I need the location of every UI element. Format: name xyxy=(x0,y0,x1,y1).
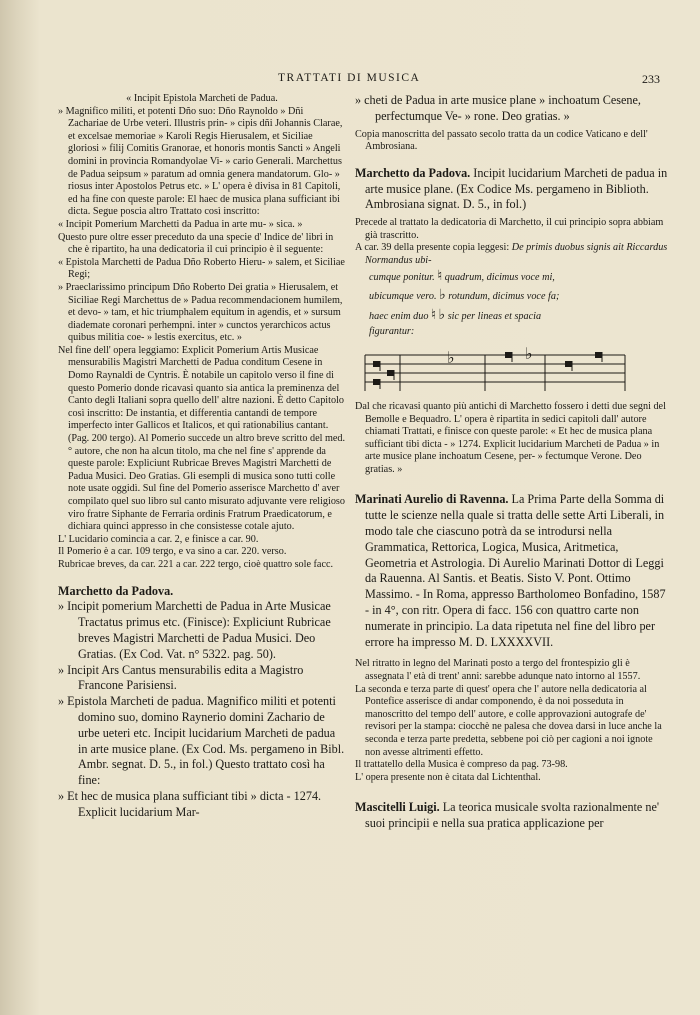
page-header xyxy=(60,72,664,94)
entry-text: La Prima Parte della Somma di tutte le scienze nella quale si tratta delle sette Arti Liberali, in modo tale che ciascuno potrà da se introdursi nella Grammatica, Rettorica, Logica, Musica, Aritmetica, Geometria et Astrologia. Di Aurelio Marinati Dottor di Leggi da Rauenna. Al Santis. et Beatis. Sisto V. Pont. Ottimo Massimo. - In Roma, appresso Bartholomeo Bonfadino, 1587 - in 4°, con ritr. Opera di facc. 156 con quattro carte non numerate in principio. La data ripetuta nel fine del libro per errore ha impresso M. D. LXXXXVII. xyxy=(365,492,666,649)
entry-heading: Marchetto da Padova. xyxy=(58,583,174,598)
music-staff-figure xyxy=(355,345,645,397)
quotation: haec enim duo xyxy=(369,310,429,322)
paragraph: « Epistola Marchetti de Padua Dño Roberto Hieru- » salem, et Siciliae Regi; xyxy=(58,256,345,281)
paragraph: « Incipit Pomerium Marchetti da Padua in arte mu- » sica. » xyxy=(58,218,303,230)
quotation-line xyxy=(355,268,668,285)
entry-heading: Marinati Aurelio di Ravenna. xyxy=(355,492,509,507)
paragraph: Il Pomerio è a car. 109 tergo, e va sino a car. 220. verso. xyxy=(58,546,287,558)
svg-text:♭: ♭ xyxy=(525,344,533,363)
paragraph xyxy=(355,242,668,267)
quotation: quadrum, dicimus voce mi, xyxy=(444,271,555,283)
quotation: De primis duobus signis ait Riccardus Normandus ubi- xyxy=(365,242,668,266)
entry xyxy=(355,800,668,832)
flat-sign-icon: ♭ xyxy=(438,307,446,323)
entry xyxy=(355,166,668,213)
paragraph: L' opera presente non è citata dal Lichtenthal. xyxy=(355,771,541,783)
quotation-line xyxy=(355,307,668,324)
paragraph: Questo pure oltre esser preceduto da una specie d' Indice de' libri in che è ripartito, ha una dedicatoria il cui principio è il seguente: xyxy=(58,231,334,256)
quotation: rotundum, dicimus voce fa; xyxy=(448,291,560,303)
paragraph: Nel fine dell' opera leggiamo: Explicit Pomerium Artis Musicae mensurabilis Magistri Marchetti de Padua conditum Cesene in Domo Raynaldi de Cyntris. È notabile un capitolo verso il fine di questo Pomerio donde ricavasi quanto sia antica la preminenza del Canto degli Italiani sopra quello dell' altre nazioni. È detto Capitolo così inscritto: De instantia, et differentia cantandi de tempore imperfecto inter Gallicos et Italicos, et qui rationabilius cantant. (Pag. 200 tergo). Al Pomerio succede un altro breve scritto del med.° autore, che non ha alcun titolo, ma che nel fine s' apprende da queste parole: Expliciunt Rubricae Breves Magistri Marchetti de Padua Musici. Deo Gratias. Gli esempli di musica sono tutti colle note usate oggidì. Sul fine del Pomerio asserisce Marchetto d' aver compilato quel suo libro sul canto misurato adjuvante vere religioso viro fratre Siphante de Ferraria ordinis Fratrum Praedicatorum, e dichiara quinci appresso in che consistesse cotale ajuto. xyxy=(58,344,346,533)
entry-heading: Mascitelli Luigi. xyxy=(355,800,440,815)
svg-text:♭: ♭ xyxy=(447,347,455,367)
entry-text: » Et hec de musica plana sufficiant tibi » dicta - 1274. Explicit lucidarium Mar- xyxy=(58,788,322,819)
quotation-line: figurantur: xyxy=(369,326,415,338)
quotation: cumque ponitur. xyxy=(369,271,435,283)
entry xyxy=(355,492,668,650)
entry-text: Incipit lucidarium Marcheti de padua in arte musice plane. (Ex Codice Ms. pergameno in Biblioth. Ambrosiana signat. D. 5., in fol.) xyxy=(365,165,668,212)
natural-sign-icon: ♮ xyxy=(437,268,443,284)
paragraph: Dal che ricavasi quanto più antichi di Marchetto fossero i detti due segni del Bemolle e Bequadro. L' opera è ripartita in sedici capitoli dall' autore chiamati Trattati, e finisce con queste parole: « Et hec de musica plana sufficiant tibi dicta - » 1274. Explicit lucidarium Marcheti de Padua » in arte musice plane inchoatum Cesene, per- » fectumque Verone. Deo gratias. » xyxy=(355,400,666,475)
flat-sign-icon: ♭ xyxy=(439,288,446,304)
entry-text: » Incipit pomerium Marchetti de Padua in Arte Musicae Tractatus primus etc. (Finisce): Expliciunt Rubricae breves Magistri Marchetti de Padua Musici. Deo Gratias. (Ex Cod. Vat. n° 5322. pag. 50). xyxy=(58,599,331,661)
running-title: TRATTATI DI MUSICA xyxy=(278,72,421,84)
paragraph: L' Lucidario comincia a car. 2, e finisce a car. 90. xyxy=(58,533,259,545)
entry-text: La teorica musicale svolta razionalmente ne' suoi principii e nella sua pratica applicazione per xyxy=(365,800,660,831)
entry-text: » Incipit Ars Cantus mensurabilis edita a Magistro Francone Parisiensi. xyxy=(58,662,304,693)
entry-heading: Marchetto da Padova. xyxy=(355,165,471,180)
paragraph-text: A car. 39 della presente copia leggesi: xyxy=(355,242,510,254)
entry-text: » Epistola Marcheti de padua. Magnifico militi et potenti domino suo, domino Raynerio domini Zachario de urbe ueteri etc. Incipit lucidarium Marcheti de padua in arte musice plane. (Ex Cod. Ms. pergameno in Bibl. Ambr. segnat. D. 5., in fol.) Questo trattato così ha fine: xyxy=(58,694,345,788)
paragraph: Rubricae breves, da car. 221 a car. 222 tergo, cioè quattro sole facc. xyxy=(58,558,334,570)
paragraph: » Magnifico militi, et potenti Dño suo: Dño Raynoldo » Dñi Zachariae de Urbe veteri. Illustris prin- » cipis dñi Johannis Clarae, et excelsae memoriae » Karoli Regis Hierusalem, et Siciliae gloriosi » filij Comitis Granorae, et honoris montis Sancti » Angeli domini in provincia Romandyolae Vi- » cario Generali. Marchettus de Padua seipsum » paratum ad omnia genera mandatorum. Glo- » riosus inter Apostolos Petrus etc. » L' opera è divisa in 81 Capitoli, ed ha fine con queste parole: El haec de musica plana sufficiant ibi dicta. Segue poscia altro Trattato così inscritto: xyxy=(58,105,343,218)
paragraph: Precede al trattato la dedicatoria di Marchetto, il cui principio sopra abbiam già trascritto. xyxy=(355,217,664,241)
paragraph: Copia manoscritta del passato secolo tratta da un codice Vaticano e dell' Ambrosiana. xyxy=(355,128,648,153)
paragraph: Nel ritratto in legno del Marinati posto a tergo del frontespizio gli è assegnata l' età di trent' anni: sarebbe adunque nato intorno al 1557. xyxy=(355,658,641,683)
quotation: sic per lineas et spacia xyxy=(447,310,542,322)
paragraph: » Praeclarissimo principum Dño Roberto Dei gratia » Hierusalem, et Siciliae Regi Marchettus de » Padua recommendacionem humilem, et devo- » tam, et hic triumphalem equitum in agendis, et » sursum diademate coronari perhempni. inter » cunctos yerarchicos actus quibus militia coe- » lestis exercitus, etc. » xyxy=(58,281,343,344)
paragraph: La seconda e terza parte di quest' opera che l' autore nella dedicatoria al Pontefice asserisce di andar componendo, è da noi posseduta in manoscritto del tempo dell' autore, e colle approvazioni autografe de' revisori per la stampa: ciocchè ne palesa che dovea darsi in luce anche la seconda e terza parte predetta, sebbene poi ciò per cagioni a noi ignote non avesse altrimenti effetto. xyxy=(355,683,662,758)
right-column xyxy=(355,93,668,832)
quotation: ubicumque vero. xyxy=(369,291,437,303)
entry-text: » cheti de Padua in arte musice plane » inchoatum Cesene, perfectumque Ve- » rone. Deo gratias. » xyxy=(355,93,641,123)
page-number: 233 xyxy=(642,72,660,86)
quotation-line xyxy=(355,290,668,304)
left-column xyxy=(58,93,346,821)
natural-sign-icon: ♮ xyxy=(430,307,436,323)
paragraph: « Incipit Epistola Marcheti de Padua. xyxy=(126,93,278,104)
paragraph: Il trattatello della Musica è compreso da pag. 73-98. xyxy=(355,759,568,771)
